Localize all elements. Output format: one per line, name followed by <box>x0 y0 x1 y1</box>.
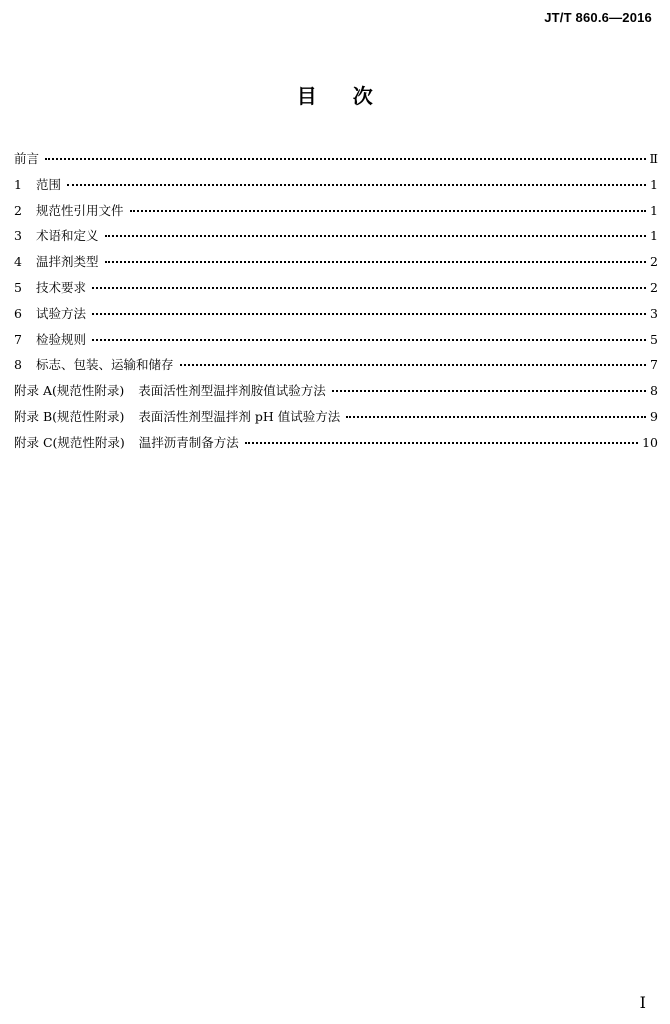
toc-entry-sublabel: 表面活性剂型温拌剂 pH 值试验方法 <box>138 408 341 424</box>
dot-leader <box>92 338 646 341</box>
toc-entry-label: 附录 B(规范性附录) <box>14 408 125 424</box>
toc-entry-label: 试验方法 <box>36 305 87 321</box>
toc-entry-page: 1 <box>650 202 658 218</box>
toc-entry-label: 技术要求 <box>36 279 87 295</box>
toc-entry-label: 检验规则 <box>36 331 87 347</box>
toc-entry-foreword[interactable] <box>14 146 658 172</box>
toc-entry-page: 5 <box>650 331 658 347</box>
toc-entry-label: 术语和定义 <box>36 228 99 244</box>
toc-entry-page: Ⅱ <box>649 151 658 166</box>
toc-entry-number: 8 <box>14 357 22 373</box>
toc-entry-scope[interactable] <box>14 172 658 198</box>
toc-entry-page: 7 <box>650 357 658 373</box>
toc-entry-additive-types[interactable] <box>14 249 658 275</box>
toc-entry-page: 1 <box>650 228 658 244</box>
dot-leader <box>332 389 646 392</box>
toc-entry-page: 9 <box>650 408 658 424</box>
dot-leader <box>130 209 646 212</box>
dot-leader <box>180 363 646 366</box>
toc-entry-label: 范围 <box>36 176 62 192</box>
toc-entry-number: 6 <box>14 305 22 321</box>
dot-leader <box>92 286 646 289</box>
dot-leader <box>245 441 638 444</box>
toc-entry-label: 规范性引用文件 <box>36 202 124 218</box>
toc-entry-page: 10 <box>642 434 658 450</box>
toc-entry-page: 2 <box>650 279 658 295</box>
toc-entry-page: 2 <box>650 254 658 270</box>
dot-leader <box>67 183 646 186</box>
toc-entry-annex-c[interactable] <box>14 430 658 456</box>
page-title: 目 次 <box>296 84 374 108</box>
toc-entry-sublabel: 表面活性剂型温拌剂胺值试验方法 <box>138 383 326 399</box>
dot-leader <box>105 234 646 237</box>
toc-entry-number: 4 <box>14 254 22 270</box>
toc-entry-page: 8 <box>650 383 658 399</box>
page-number: I <box>639 993 646 1012</box>
dot-leader <box>105 260 646 263</box>
toc-entry-test-methods[interactable] <box>14 301 658 327</box>
dot-leader <box>92 312 646 315</box>
toc-entry-label: 附录 A(规范性附录) <box>14 383 125 399</box>
toc-entry-page: 3 <box>650 305 658 321</box>
toc-entry-number: 3 <box>14 228 22 244</box>
standard-code: JT/T 860.6—2016 <box>544 10 652 25</box>
toc-entry-technical-requirements[interactable] <box>14 275 658 301</box>
toc-entry-number: 2 <box>14 202 22 218</box>
toc-entry-label: 标志、包装、运输和储存 <box>36 357 174 373</box>
toc-entry-label: 附录 C(规范性附录) <box>14 434 125 450</box>
toc-entry-label: 前言 <box>14 151 40 166</box>
toc-entry-page: 1 <box>650 176 658 192</box>
toc-entry-number: 1 <box>14 176 22 192</box>
toc-entry-annex-b[interactable] <box>14 404 658 430</box>
toc-entry-inspection-rules[interactable] <box>14 327 658 353</box>
toc-entry-normative-references[interactable] <box>14 198 658 224</box>
toc-entry-label: 温拌剂类型 <box>36 254 99 270</box>
toc-entry-annex-a[interactable] <box>14 378 658 404</box>
toc-entry-sublabel: 温拌沥青制备方法 <box>138 434 239 450</box>
toc-entry-number: 5 <box>14 279 22 295</box>
dot-leader <box>346 415 646 418</box>
table-of-contents <box>14 146 658 456</box>
dot-leader <box>45 157 645 160</box>
toc-entry-terms-definitions[interactable] <box>14 223 658 249</box>
toc-entry-marking-packaging[interactable] <box>14 352 658 378</box>
toc-entry-number: 7 <box>14 331 22 347</box>
